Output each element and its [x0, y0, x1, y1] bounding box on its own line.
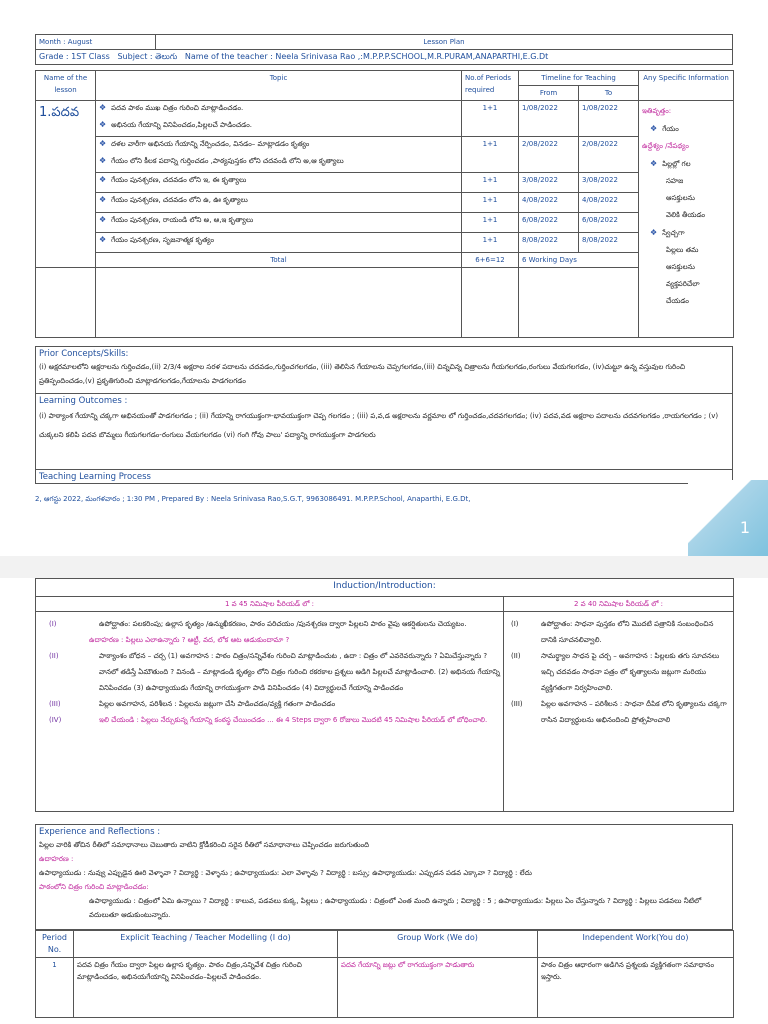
from-cell: 4/08/2022: [519, 193, 579, 213]
info-item: గేయం: [662, 125, 679, 133]
topic-text: అభినయ గేయాన్ని వినిపించడం,పిల్లలచే పాడించడం.: [111, 121, 252, 129]
to-cell: 3/08/2022: [579, 173, 639, 193]
periods-cell: 1+1: [462, 233, 519, 253]
you-do-cell: పాఠం చిత్రం ఆధారంగా అడిగిన ప్రశ్నలకు వ్యక్తిగతంగా సమాధానం ఇస్తారు.: [538, 958, 734, 1018]
topic-text: గేయం లోని కీలక పదాన్ని గుర్తించడం ,పాఠ్యపుస్తకం లోని చదవండి లోని అ,ఆ కృత్యాలు: [111, 157, 344, 165]
dialogue-line: ఉపాధ్యాయుడు : చిత్రంలో ఏమి ఉన్నాయి ? విద్యార్థి : కాలువ, పడవలు కుక్క, పిల్లలు ; ఉపాధ్యాయుడు : చిత్రంలో ఎంత మంది ఉన్నారు ; విద్యార్థి : 5 ; ఉపాధ్యాయుడు: పిల్లలు ఏం చేస్తున్నారు ? విద్యార్థి : పిల్లలు పడవలు నీటిలో వదులుతూ ఆడుకుంటున్నారు.: [89, 897, 702, 919]
page-number: 1: [739, 518, 750, 537]
header-name-of-lesson: Name of the lesson: [36, 71, 96, 101]
learning-outcomes-title: Learning Outcomes :: [39, 396, 128, 406]
list-item: [507, 696, 730, 728]
lesson-name: 1.పదవ: [36, 101, 96, 268]
list-item: [39, 696, 500, 712]
list-item: [39, 616, 500, 632]
info-item: సహజ: [666, 177, 684, 185]
periods-cell: 1+1: [462, 173, 519, 193]
empty-cell: [519, 268, 639, 338]
header-to: To: [579, 86, 639, 101]
periods-cell: 1+1: [462, 193, 519, 213]
to-cell: 4/08/2022: [579, 193, 639, 213]
period-2-title: 2 వ 40 నిమిషాల పీరియడ్ లో :: [504, 597, 734, 612]
item-text: పిల్లల అవగాహన, పరిశీలన : పిల్లలను జట్లుగా చేసి పాడించడం/వ్యక్తి గతంగా పాడించడం: [99, 700, 336, 708]
diamond-bullet-icon: ❖: [99, 175, 107, 184]
topic-text: గేయం పునశ్చరణ, చదవడం లోని ఇ, ఈ కృత్యాలు: [111, 176, 247, 184]
info-item: ఆసక్తులను: [666, 194, 695, 202]
info-item: పిల్లలు తమ: [666, 246, 699, 254]
topic-text: గేయం పునశ్చరణ, సృజనాత్మక కృత్యం: [111, 236, 215, 244]
to-cell: 2/08/2022: [579, 137, 639, 173]
teacher-label: Name of the teacher : Neela Srinivasa Rao ,:M.P.P.P.SCHOOL,M.R.PURAM,ANAPARTHI,E.G.Dt: [184, 52, 549, 61]
periods-cell: 1+1: [462, 101, 519, 137]
item-number: (I): [511, 620, 519, 628]
topic-text: గేయం పునశ్చరణ, రాయండి లోని అ, ఆ,ఇ కృత్యాలు: [111, 216, 254, 224]
header-timeline: Timeline for Teaching: [519, 71, 639, 86]
learning-outcomes-text: (i) పాఠ్యాంశ గేయాన్ని చక్కగా అభినయంతో పాడగలగడం ; (ii) గేయాన్ని రాగయుక్తంగా-భావయుక్తంగా చెప్ప గలగడం ; (iii) ప,వ,డ అక్షరాలను వర్ణమాల లో గుర్తించడం,చదవగలగడం; (iv) పదవ,వడ అక్షరాల పదాలను చదవగలగడం ,రాయగలగడం ; (v) చుక్కలని కలిపి పదవ బొమ్మలు గీయగలగడం-రంగులు వేయగలగడం (vi) గంగి గోవు పాలు' పద్యాన్ని రాగయుక్తంగా పాడగలరు: [39, 412, 719, 439]
periods-cell: 1+1: [462, 213, 519, 233]
page-footer: 2, ఆగస్టు 2022, మంగళవారం ; 1:30 PM , Prepared By : Neela Srinivasa Rao,S.G.T, 9963086491. M.P.P.P.School, Anaparthi, E.G.Dt,: [35, 495, 471, 503]
i-do-header: Explicit Teaching / Teacher Modelling (I do): [74, 931, 338, 958]
prior-concepts-text: (i) అక్షరమాలలోని అక్షరాలను గుర్తించడం,(ii) 2/3/4 అక్షరాల సరళ పదాలను చదవడం,గుర్తించగలగడం, (iii) తెలిసిన గేయాలను చెప్పగలగడం,(iii) చిన్నచిన్న చిత్రాలను గీయగలగడం,రంగులు వేయగలగడం, (iv)చుట్టూ ఉన్న వస్తువుల గురించి ప్రతిస్పందించడం,(v) ప్రకృతిగురించి మాట్లాడగలగడం,గేయాలను పాడగలగడం: [39, 363, 686, 385]
empty-cell: [462, 268, 519, 338]
induction-title: Induction/Introduction:: [36, 579, 734, 597]
prior-concepts-title: Prior Concepts/Skills:: [39, 349, 129, 359]
total-days: 6 Working Days: [519, 253, 639, 268]
header-info: Any Specific Information: [639, 71, 734, 101]
item-number: (III): [49, 700, 61, 708]
header-from: From: [519, 86, 579, 101]
empty-cell: [36, 268, 96, 338]
info-item: చేయడం: [666, 297, 689, 305]
subject-label: Subject : తెలుగు: [117, 52, 178, 61]
total-periods: 6+6=12: [462, 253, 519, 268]
to-cell: 6/08/2022: [579, 213, 639, 233]
from-cell: 6/08/2022: [519, 213, 579, 233]
diamond-bullet-icon: ❖: [99, 139, 107, 148]
experience-title: Experience and Reflections :: [39, 827, 161, 837]
lesson-table: [35, 70, 734, 338]
period-number: 1: [36, 958, 74, 1018]
info-item: పిల్లల్లో గల: [662, 160, 691, 168]
we-do-header: Group Work (We do): [338, 931, 538, 958]
item-text: పాఠ్యాంశం బోధన – చర్చ (1) అవగాహన : పాఠం చిత్రం/సన్నివేశం గురించి మాట్లాడించుట , ఉదా : చిత్రం లో ఎవరెవరున్నారు ? ఏమిచేస్తున్నారు ? వానలో తడిస్తే ఏమౌతుంది ? వినండి – మాట్లాడండి కృత్యం లోని చిత్రం గురించి రకరకాల ప్రశ్నలు అడిగి పిల్లలచే మాట్లాడించాలి. (2) అభినయ గేయాన్ని వినిపించడం (3) ఉపాధ్యాయుడు గేయాన్ని రాగయుక్తంగా పాడి వినిపించడం (4) విద్యార్థులచే గేయాన్ని పాడించడం: [99, 652, 500, 692]
info-item: స్వేచ్చగా: [662, 229, 685, 237]
period-1-title: 1 వ 45 నిమిషాల పీరియడ్ లో :: [36, 597, 504, 612]
from-cell: 8/08/2022: [519, 233, 579, 253]
from-cell: 2/08/2022: [519, 137, 579, 173]
header-periods: No.of Periods required: [462, 71, 519, 101]
page-gap: [0, 556, 768, 578]
header-table: [35, 34, 733, 65]
empty-cell: [96, 268, 462, 338]
you-do-header: Independent Work(You do): [538, 931, 734, 958]
total-label: Total: [96, 253, 462, 268]
item-number: [39, 632, 89, 648]
grade-label: Grade : 1ST Class: [39, 52, 110, 61]
item-text: సామర్థ్యాల సాధన పై చర్చ – అవగాహన : పిల్లలకు తగు సూచనలు ఇచ్చి చదవడం సాధనా పత్రం లో కృత్యాలను జట్లుగా మరియు వ్యక్తిగతంగా నిర్వహించాలి.: [541, 652, 720, 692]
to-cell: 1/08/2022: [579, 101, 639, 137]
item-text: ఉపోద్ఘాతం: సాధనా పుస్తకం లోని మొదటి పత్రానికి సంబంధించిన దానికి సూచనలివ్వాలి.: [541, 620, 714, 644]
period-header: Period No.: [36, 931, 74, 958]
corner-decoration: [688, 480, 768, 556]
item-text: ఇలి చేయండి : పిల్లలు నేర్చుకున్న గేయాన్ని కంఠస్థ చేయించడం ... ఈ 4 Steps ద్వారా 6 రోజులు మొదటి 45 నిమిషాల పీరియడ్ లో బోధించాలి.: [99, 716, 488, 724]
example-label: ఉదాహరణ :: [39, 855, 74, 863]
periods-cell: 1+1: [462, 137, 519, 173]
subheading: పాఠంలోని చిత్రం గురించి మాట్లాడించడం:: [39, 883, 149, 891]
prior-concepts-section: [35, 346, 733, 394]
diamond-bullet-icon: ❖: [650, 159, 658, 168]
item-text: ఉపోద్ఘాతం: పలకరింపు; ఉల్లాస కృత్యం /ఉన్ముఖీకరణం, పాఠం పరిచయం /పునశ్చరణ ద్వారా పిల్లలని పాఠం వైపు ఆకర్షితులను చెయ్యటం.: [99, 620, 467, 628]
topic-text: గేయం పునశ్చరణ, చదవడం లోని ఉ, ఊ కృత్యాలు: [111, 196, 248, 204]
header-topic: Topic: [96, 71, 462, 101]
info-item: ఇతివృత్తం:: [642, 107, 672, 115]
list-item: [39, 648, 500, 696]
diamond-bullet-icon: ❖: [99, 156, 107, 165]
list-item: [39, 712, 500, 728]
from-cell: 3/08/2022: [519, 173, 579, 193]
item-number: (II): [49, 652, 59, 660]
diamond-bullet-icon: ❖: [650, 228, 658, 237]
item-number: (I): [49, 620, 57, 628]
info-item: వ్యక్తపరిచేలా: [666, 280, 700, 288]
experience-section: [35, 824, 733, 930]
dialogue-line: ఉపాధ్యాయుడు : నువ్వు ఎప్పుడైన ఊరి వెళ్ళావా ? విద్యార్థి : వెళ్ళాను ; ఉపాధ్యాయుడు: ఎలా వెళ్ళావు ? విద్యార్థి : బస్సు; ఉపాధ్యాయుడు: ఎప్పుడన పడవ ఎక్కావా ? విద్యార్థి : లేదు: [39, 869, 532, 877]
info-item: వెలికి తీయడం: [666, 211, 706, 219]
diamond-bullet-icon: ❖: [99, 235, 107, 244]
from-cell: 1/08/2022: [519, 101, 579, 137]
month-label: Month : August: [36, 35, 156, 50]
page-2: [0, 578, 768, 1024]
we-do-cell: పదవ గేయాన్ని జట్లు లో రాగయుక్తంగా పాడుతారు: [338, 958, 538, 1018]
i-do-cell: పదవ చిత్రం గేయం ద్వారా పిల్లల ఉల్లాస కృత్యం. పాఠం చిత్రం,సన్నివేశ చిత్రం గురించి మాట్లాడించడం, అభినయగేయాన్ని వినిపించడం–పిల్లలచే పాడించడం.: [74, 958, 338, 1018]
list-item: [507, 616, 730, 648]
item-text: పిల్లల అవగాహన – పరిశీలన : సాధనా దీపిక లోని కృత్యాలను చక్కగా రాసిన విద్యార్థులను అభినందించి ప్రోత్సహించాలి: [541, 700, 727, 724]
period-table: [35, 930, 734, 1018]
item-number: (III): [511, 700, 523, 708]
specific-info-cell: [639, 101, 734, 338]
diamond-bullet-icon: ❖: [99, 215, 107, 224]
list-item: [39, 632, 500, 648]
to-cell: 8/08/2022: [579, 233, 639, 253]
diamond-bullet-icon: ❖: [650, 124, 658, 133]
diamond-bullet-icon: ❖: [99, 195, 107, 204]
table-row: [36, 958, 734, 1018]
item-number: (II): [511, 652, 521, 660]
learning-outcomes-section: [35, 394, 733, 470]
lesson-plan-title: Lesson Plan: [156, 35, 733, 50]
info-item: ఉద్దేశ్యం /నేపథ్యం: [642, 142, 689, 150]
tlp-section: [35, 470, 733, 484]
item-text: ఉదాహరణ : పిల్లలు ఎలాఉన్నారు ? ఆట్టీ, వద, లోక ఆట ఆడుకుందామా ?: [89, 636, 290, 644]
topic-text: దళల వారీగా అభినయ గేయాన్ని నేర్పించడం, వినడం– మాట్లాడడం కృత్యం: [111, 140, 310, 148]
diamond-bullet-icon: ❖: [99, 103, 107, 112]
item-number: (IV): [49, 716, 62, 724]
info-item: ఆసక్తులను: [666, 263, 695, 271]
diamond-bullet-icon: ❖: [99, 120, 107, 129]
experience-line: పిల్లల వారికి తోచిన రీతిలో సమాధానాలు చెబుతారు వాటిని క్రోడీకరించి సరైన రీతిలో సమాధానాలు చెప్పించడం జరుగుతుంది: [39, 841, 370, 849]
induction-table: [35, 578, 734, 812]
tlp-title: Teaching Learning Process: [39, 472, 151, 482]
list-item: [507, 648, 730, 696]
topic-text: పదవ పాఠం ముఖ చిత్రం గురించి మాట్లాడించడం.: [111, 104, 244, 112]
